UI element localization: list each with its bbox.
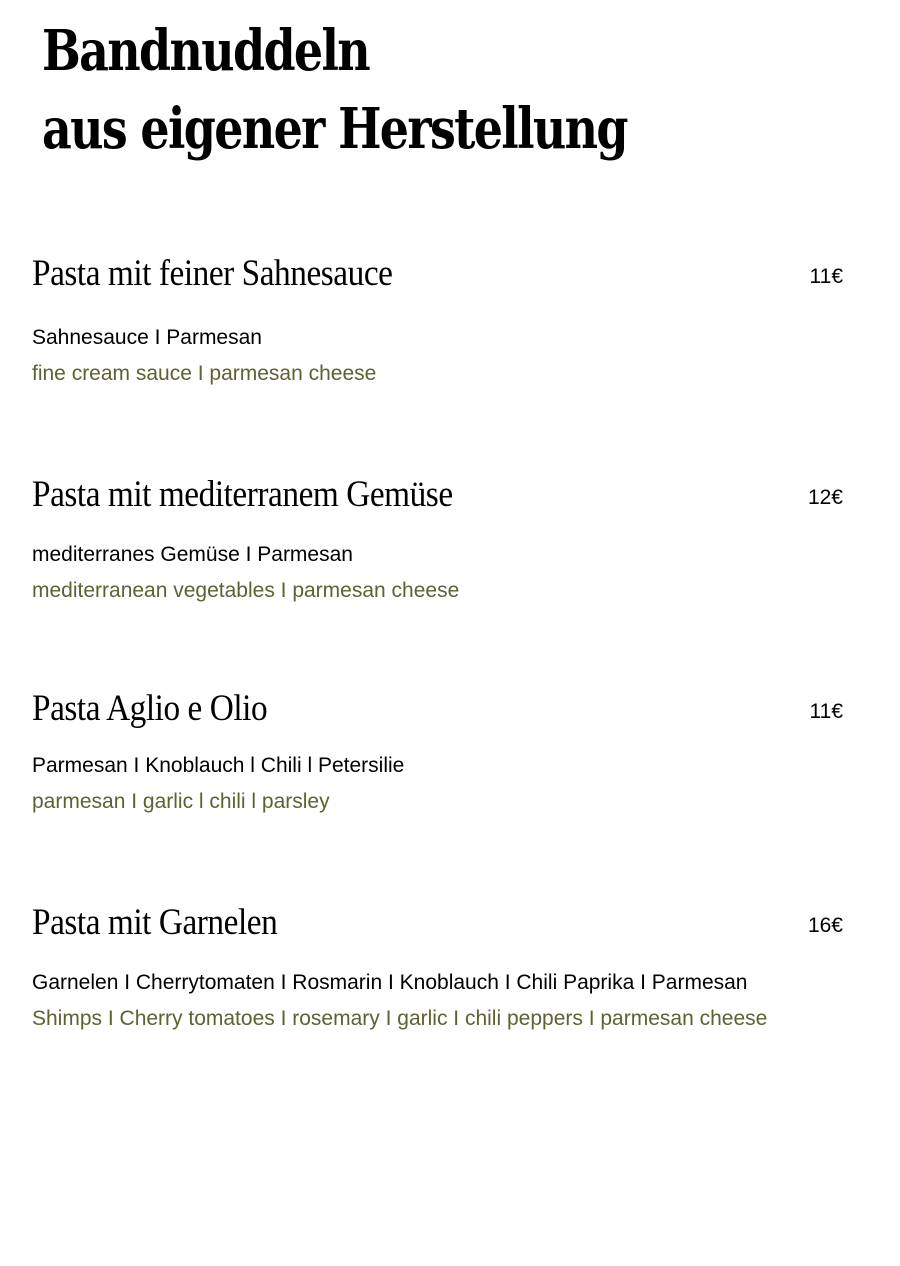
menu-item-price: 12€: [807, 486, 843, 509]
menu-item-description-en: fine cream sauce I parmesan cheese: [32, 362, 377, 385]
menu-item-description-en: mediterranean vegetables I parmesan cheese: [32, 579, 460, 602]
title-line-2: aus eigener Herstellung: [42, 96, 627, 162]
menu-item-description-en: parmesan I garlic l chili l parsley: [32, 790, 330, 813]
menu-item-description-de: Sahnesauce I Parmesan: [32, 326, 262, 349]
menu-item-price: 11€: [809, 265, 843, 288]
menu-item-name: Pasta mit feiner Sahnesauce: [32, 253, 393, 294]
menu-item-description-en: Shimps I Cherry tomatoes I rosemary I garlic I chili peppers I parmesan cheese: [32, 1007, 768, 1030]
menu-item-aglio-olio: [32, 687, 847, 827]
menu-item-name: Pasta mit Garnelen: [32, 902, 278, 943]
menu-item-gemuese: [32, 473, 847, 613]
menu-item-name: Pasta Aglio e Olio: [32, 688, 268, 729]
page-title: [42, 12, 627, 168]
menu-item-description-de: Parmesan I Knoblauch l Chili l Petersilie: [32, 754, 405, 777]
menu-item-description-de: Garnelen I Cherrytomaten I Rosmarin I Knoblauch I Chili Paprika I Parmesan: [32, 971, 748, 994]
menu-item-price: 16€: [807, 914, 843, 937]
menu-item-garnelen: [32, 901, 847, 1041]
menu-item-price: 11€: [809, 700, 843, 723]
title-line-1: Bandnuddeln: [42, 18, 370, 84]
menu-item-description-de: mediterranes Gemüse I Parmesan: [32, 543, 353, 566]
menu-item-sahnesauce: [32, 252, 847, 392]
menu-item-name: Pasta mit mediterranem Gemüse: [32, 474, 453, 515]
